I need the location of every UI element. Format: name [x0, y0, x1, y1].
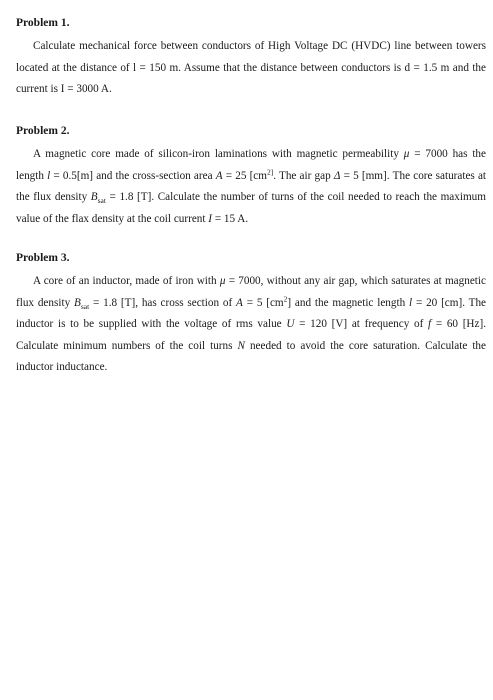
superscript: 2] [266, 166, 274, 176]
problem-3-text [16, 271, 486, 379]
text-run: = 20 [cm]. The inductor is to be supplied with the voltage of rms value [16, 296, 487, 330]
symbol-l: l [409, 296, 413, 309]
text-run: = 1.8 [T]. Calculate the number of turns of the coil needed to reach the maximum value of the flax density at the coil current [16, 191, 486, 225]
text-run: = 1.8 [T], has cross section of [89, 296, 237, 309]
symbol-mu: μ [219, 275, 226, 287]
symbol-f: f [428, 318, 432, 330]
text-run: = 60 [Hz]. Calculate minimum numbers of the coil turns [16, 318, 486, 352]
text-run: = 5 [cm [242, 296, 284, 309]
problem-2 [16, 124, 486, 230]
symbol-l: l [47, 169, 51, 182]
problem-3 [16, 251, 486, 379]
problem-1 [16, 16, 486, 101]
text-run: = 15 A. [212, 212, 249, 225]
text-run: = 25 [cm [222, 169, 267, 182]
subscript-sat: sat [97, 196, 106, 206]
superscript: 2 [283, 293, 288, 303]
text-run: = 0.5[m] and the cross-section area [50, 169, 216, 182]
symbol-B: B [73, 296, 81, 309]
problem-1-title: Problem 1. [16, 17, 70, 29]
text-run: = 120 [V] at frequency of [294, 318, 429, 330]
text-run: needed to avoid the core saturation. Calculate the inductor inductance. [16, 339, 486, 373]
symbol-B: B [90, 191, 98, 203]
symbol-I: I [208, 212, 213, 225]
symbol-mu: μ [403, 148, 410, 160]
symbol-A: A [236, 296, 243, 309]
text-run: = 5 [mm]. The core saturates at the flux density [16, 169, 487, 203]
text-run: . The air gap [273, 169, 334, 182]
symbol-N: N [237, 339, 245, 352]
problem-1-text: Calculate mechanical force between conductors of High Voltage DC (HVDC) line between towers located at the distance of l = 150 m. Assume that the distance between conductors is d = 1.5 m and the current is I = 3000 A. [16, 40, 486, 95]
text-run: = 7000, without any air gap, which saturates at magnetic flux density [16, 275, 486, 309]
text-run: ] and the magnetic length [287, 296, 410, 309]
problem-2-text [16, 144, 486, 230]
symbol-delta: Δ [333, 169, 341, 182]
symbol-U: U [286, 318, 295, 330]
text-run: = 7000 has the length [16, 148, 486, 182]
symbol-A: A [215, 169, 223, 182]
text-run: A core of an inductor, made of iron with [33, 275, 220, 287]
text-run: A magnetic core made of silicon-iron laminations with magnetic permeability [33, 148, 404, 160]
problem-2-title: Problem 2. [16, 125, 70, 137]
subscript-sat: sat [80, 301, 90, 311]
problem-3-title: Problem 3. [16, 252, 70, 264]
